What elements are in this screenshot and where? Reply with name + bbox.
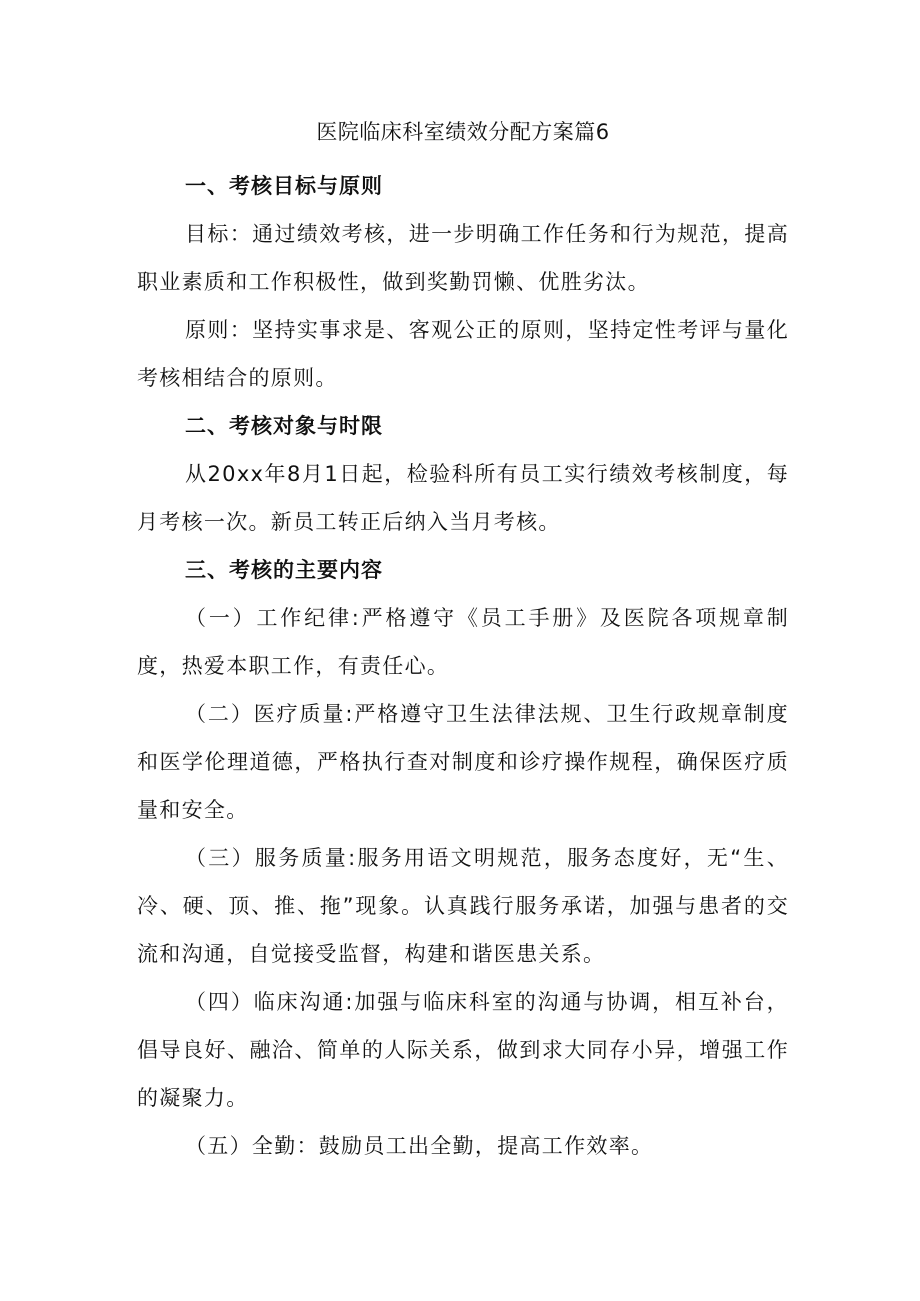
- section-heading-2: 二、考核对象与时限: [185, 414, 383, 438]
- paragraph-item-3: （三）服务质量:服务用语文明规范，服务态度好，无“生、冷、硬、顶、推、拖”现象。认真践行服务承诺，加强与患者的交流和沟通，自觉接受监督，构建和谐医患关系。: [137, 846, 789, 966]
- paragraph-scope: 从20xx年8月1日起，检验科所有员工实行绩效考核制度，每月考核一次。新员工转正后纳入当月考核。: [137, 462, 789, 534]
- paragraph-goal: 目标：通过绩效考核，进一步明确工作任务和行为规范，提高职业素质和工作积极性，做到奖勤罚懒、优胜劣汰。: [137, 222, 789, 294]
- section-heading-1: 一、考核目标与原则: [185, 174, 383, 198]
- paragraph-item-4: （四）临床沟通:加强与临床科室的沟通与协调，相互补台，倡导良好、融洽、简单的人际关系，做到求大同存小异，增强工作的凝聚力。: [137, 990, 789, 1110]
- paragraph-item-1: （一）工作纪律:严格遵守《员工手册》及医院各项规章制度，热爱本职工作，有责任心。: [137, 606, 789, 678]
- title-spacing: [137, 152, 789, 162]
- paragraph-principle: 原则：坚持实事求是、客观公正的原则，坚持定性考评与量化考核相结合的原则。: [137, 318, 789, 390]
- paragraph-item-2: （二）医疗质量:严格遵守卫生法律法规、卫生行政规章制度和医学伦理道德，严格执行查对制度和诊疗操作规程，确保医疗质量和安全。: [137, 702, 789, 822]
- document-body: [137, 112, 789, 1170]
- section-heading-3: 三、考核的主要内容: [185, 558, 383, 582]
- document-title: 医院临床科室绩效分配方案篇6: [316, 120, 610, 144]
- paragraph-item-5: （五）全勤：鼓励员工出全勤，提高工作效率。: [185, 1134, 654, 1158]
